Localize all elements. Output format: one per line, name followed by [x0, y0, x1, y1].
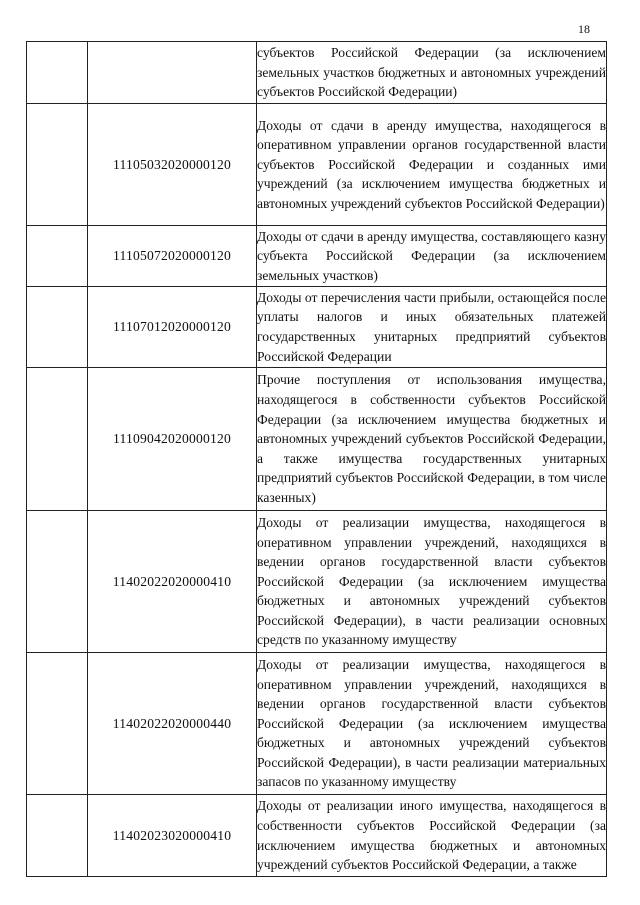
description-cell: Прочие поступления от использования имущества, находящегося в собственности субъектов Российской Федерации (за исключением имущества бюджетных и автономных учреждений субъектов Российской Федерации, а также имущества государственных унитарных предприятий субъектов Российской Федерации, в том числе казенных)	[257, 368, 607, 511]
budget-income-table	[26, 41, 607, 877]
description-cell: Доходы от сдачи в аренду имущества, находящегося в оперативном управлении органов государственной власти субъектов Российской Федерации и созданных ими учреждений (за исключением имущества бюджетных и автономных учреждений субъектов Российской Федерации)	[257, 104, 607, 226]
admin-code-cell	[27, 368, 88, 511]
budget-code-cell	[88, 42, 257, 104]
table-row	[27, 653, 607, 795]
admin-code-cell	[27, 42, 88, 104]
budget-code-cell: 11109042020000120	[88, 368, 257, 511]
description-cell: Доходы от перечисления части прибыли, остающейся после уплаты налогов и иных обязательных платежей государственных унитарных предприятий субъектов Российской Федерации	[257, 287, 607, 368]
budget-code-cell: 11402022020000410	[88, 511, 257, 653]
table-row	[27, 226, 607, 287]
budget-code-cell: 11105072020000120	[88, 226, 257, 287]
description-cell: Доходы от реализации имущества, находящегося в оперативном управлении учреждений, находящихся в ведении органов государственной власти субъектов Российской Федерации (за исключением имущества бюджетных и автономных учреждений субъектов Российской Федерации), в части реализации основных средств по указанному имуществу	[257, 511, 607, 653]
admin-code-cell	[27, 511, 88, 653]
admin-code-cell	[27, 226, 88, 287]
admin-code-cell	[27, 795, 88, 877]
admin-code-cell	[27, 104, 88, 226]
description-cell: субъектов Российской Федерации (за исключением земельных участков бюджетных и автономных учреждений субъектов Российской Федерации)	[257, 42, 607, 104]
table-row	[27, 287, 607, 368]
admin-code-cell	[27, 287, 88, 368]
page-number: 18	[578, 22, 590, 36]
table-row	[27, 104, 607, 226]
budget-code-cell: 11402022020000440	[88, 653, 257, 795]
table-row	[27, 368, 607, 511]
table-row	[27, 511, 607, 653]
budget-code-cell: 11402023020000410	[88, 795, 257, 877]
admin-code-cell	[27, 653, 88, 795]
table-row	[27, 42, 607, 104]
budget-code-cell: 11105032020000120	[88, 104, 257, 226]
table-row	[27, 795, 607, 877]
budget-code-cell: 11107012020000120	[88, 287, 257, 368]
description-cell: Доходы от сдачи в аренду имущества, составляющего казну субъекта Российской Федерации (за исключением земельных участков)	[257, 226, 607, 287]
description-cell: Доходы от реализации имущества, находящегося в оперативном управлении учреждений, находящихся в ведении органов государственной власти субъектов Российской Федерации (за исключением имущества бюджетных и автономных учреждений субъектов Российской Федерации), в части реализации материальных запасов по указанному имуществу	[257, 653, 607, 795]
description-cell: Доходы от реализации иного имущества, находящегося в собственности субъектов Российской Федерации (за исключением имущества бюджетных и автономных учреждений субъектов Российской Федерации, а также	[257, 795, 607, 877]
